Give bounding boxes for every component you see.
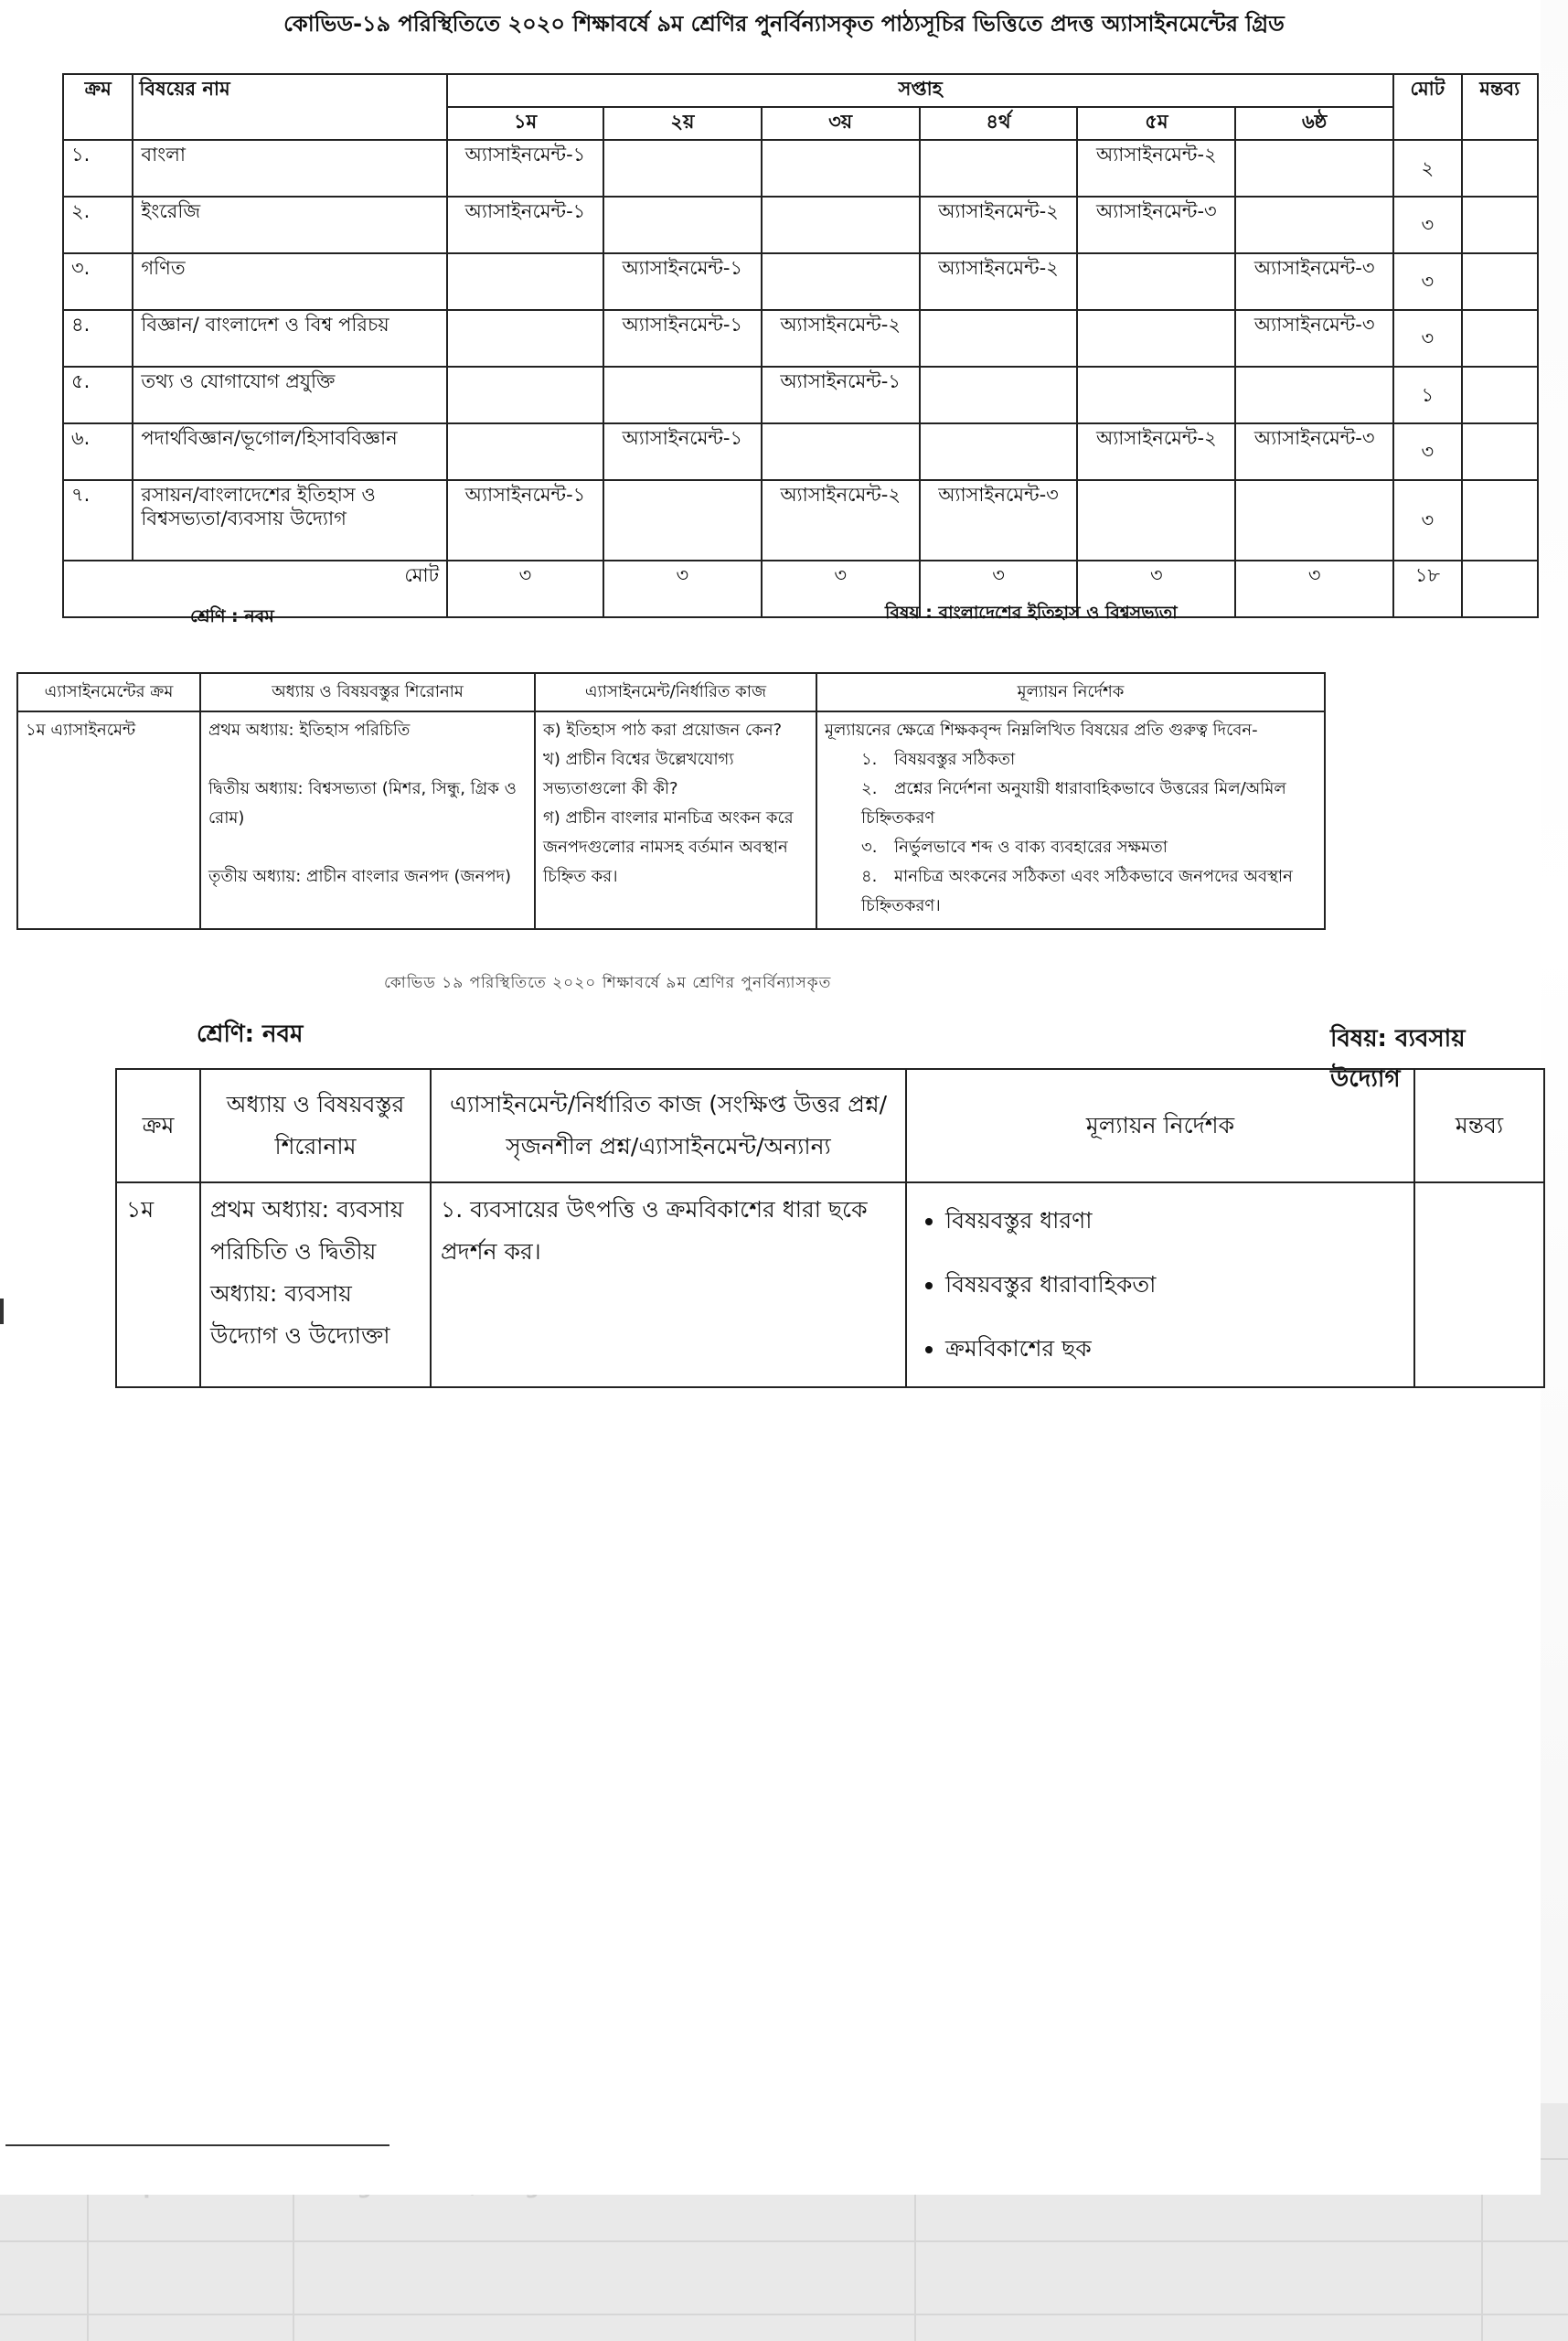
criteria-item: ৪. মানচিত্র অংকনের সঠিকতা এবং সঠিকভাবে জনপদের অবস্থান চিহ্নিতকরণ। <box>861 867 1293 915</box>
week-cell <box>920 367 1078 423</box>
footer-total: ১৮ <box>1393 561 1461 617</box>
week-cell <box>603 367 762 423</box>
footer-value: ৩ <box>762 561 920 617</box>
week-cell <box>447 253 603 310</box>
business-assignment-table <box>115 1068 1545 1388</box>
week-cell <box>762 423 920 480</box>
week-cell: অ্যাসাইনমেন্ট-৩ <box>1235 310 1393 367</box>
biz-header-task: এ্যাসাইনমেন্ট/নির্ধারিত কাজ (সংক্ষিপ্ত উত্তর প্রশ্ন/সৃজনশীল প্রশ্ন/এ্যাসাইনমেন্ট/অন্যান্য <box>431 1069 906 1182</box>
week-cell <box>447 367 603 423</box>
header-serial: ক্রম <box>63 74 133 140</box>
week-cell <box>762 140 920 197</box>
task-3: গ) প্রাচীন বাংলার মানচিত্র অংকন করে জনপদগুলোর নামসহ বর্তমান অবস্থান চিহ্নিত কর। <box>543 808 794 886</box>
row-total: ৩ <box>1393 197 1461 253</box>
table-row <box>63 140 1538 197</box>
history-class-label: শ্রেণি : নবম <box>190 606 274 626</box>
table-row <box>63 253 1538 310</box>
hist-header-chapter: অধ্যায় ও বিষয়বস্তুর শিরোনাম <box>200 673 535 711</box>
row-subject: বিজ্ঞান/ বাংলাদেশ ও বিশ্ব পরিচয় <box>133 310 447 367</box>
biz-header-serial: ক্রম <box>116 1069 200 1182</box>
history-assignment-table <box>16 672 1326 930</box>
table-row <box>63 197 1538 253</box>
hist-serial: ১ম এ্যাসাইনমেন্ট <box>17 711 200 929</box>
row-subject: বাংলা <box>133 140 447 197</box>
biz-criteria <box>906 1182 1414 1387</box>
header-total: মোট <box>1393 74 1461 140</box>
biz-task: ১. ব্যবসায়ের উৎপত্তি ও ক্রমবিকাশের ধারা ছকে প্রদর্শন কর। <box>431 1182 906 1387</box>
hist-header-task: এ্যাসাইনমেন্ট/নির্ধারিত কাজ <box>535 673 816 711</box>
biz-header-remarks: মন্তব্য <box>1414 1069 1544 1182</box>
row-remarks <box>1462 423 1539 480</box>
table-row <box>63 367 1538 423</box>
hist-header-serial: এ্যাসাইনমেন্টের ক্রম <box>17 673 200 711</box>
table-footer-row <box>63 561 1538 617</box>
chapter-3: তৃতীয় অধ্যায়: প্রাচীন বাংলার জনপদ (জনপদ) <box>208 867 512 886</box>
criteria-item: • বিষয়বস্তুর ধারাবাহিকতা <box>945 1253 1404 1317</box>
footer-remarks <box>1462 561 1539 617</box>
hist-chapters <box>200 711 535 929</box>
week-cell: অ্যাসাইনমেন্ট-১ <box>447 140 603 197</box>
history-subject-label: বিষয় : বাংলাদেশের ইতিহাস ও বিশ্বসভ্যতা <box>885 603 1178 623</box>
table-row <box>116 1182 1544 1387</box>
row-subject: তথ্য ও যোগাযোগ প্রযুক্তি <box>133 367 447 423</box>
week-cell <box>1235 197 1393 253</box>
week-cell <box>603 480 762 561</box>
week-cell: অ্যাসাইনমেন্ট-৩ <box>1235 423 1393 480</box>
week-cell: অ্যাসাইনমেন্ট-১ <box>762 367 920 423</box>
table-row <box>63 310 1538 367</box>
criteria-item: ২. প্রশ্নের নির্দেশনা অনুযায়ী ধারাবাহিকভাবে উত্তরের মিল/অমিল চিহ্নিতকরণ <box>861 779 1286 828</box>
week-cell <box>1077 253 1235 310</box>
row-remarks <box>1462 140 1539 197</box>
week-cell: অ্যাসাইনমেন্ট-১ <box>447 480 603 561</box>
row-remarks <box>1462 367 1539 423</box>
criteria-item: • বিষয়বস্তুর ধারণা <box>945 1189 1404 1253</box>
week-cell: অ্যাসাইনমেন্ট-২ <box>1077 140 1235 197</box>
criteria-item: ৩. নির্ভুলভাবে শব্দ ও বাক্য ব্যবহারের সক্ষমতা <box>861 838 1168 857</box>
row-subject: রসায়ন/বাংলাদেশের ইতিহাস ও বিশ্বসভ্যতা/ব্যবসায় উদ্যোগ <box>133 480 447 561</box>
week-cell <box>1077 480 1235 561</box>
row-serial: ৬. <box>63 423 133 480</box>
row-remarks <box>1462 253 1539 310</box>
row-serial: ৫. <box>63 367 133 423</box>
row-remarks <box>1462 310 1539 367</box>
business-class-label: শ্রেণি: নবম <box>197 1021 304 1048</box>
row-subject: গণিত <box>133 253 447 310</box>
row-serial: ৪. <box>63 310 133 367</box>
page-title: কোভিড-১৯ পরিস্থিতিতে ২০২০ শিক্ষাবর্ষে ৯ম শ্রেণির পুনর্বিন্যাসকৃত পাঠ্যসূচির ভিত্তিতে প্রদত্ত অ্যাসাইনমেন্টের গ্রিড <box>283 11 1285 37</box>
week-cell: অ্যাসাইনমেন্ট-৩ <box>920 480 1078 561</box>
header-remarks: মন্তব্য <box>1462 74 1539 140</box>
task-2: খ) প্রাচীন বিশ্বের উল্লেখযোগ্য সভ্যতাগুলো কী কী? <box>543 750 734 798</box>
table-row <box>63 423 1538 480</box>
row-total: ১ <box>1393 367 1461 423</box>
table-row <box>17 711 1325 929</box>
week-cell <box>447 310 603 367</box>
row-serial: ৭. <box>63 480 133 561</box>
hist-tasks <box>535 711 816 929</box>
header-week-6: ৬ষ্ঠ <box>1235 107 1393 140</box>
biz-remarks <box>1414 1182 1544 1387</box>
hist-criteria <box>816 711 1325 929</box>
footer-value: ৩ <box>1077 561 1235 617</box>
row-serial: ১. <box>63 140 133 197</box>
week-cell: অ্যাসাইনমেন্ট-২ <box>920 253 1078 310</box>
biz-chapter: প্রথম অধ্যায়: ব্যবসায় পরিচিতি ও দ্বিতীয় অধ্যায়: ব্যবসায় উদ্যোগ ও উদ্যোক্তা <box>200 1182 431 1387</box>
row-total: ৩ <box>1393 253 1461 310</box>
header-week: সপ্তাহ <box>447 74 1393 107</box>
week-cell: অ্যাসাইনমেন্ট-৩ <box>1235 253 1393 310</box>
week-cell: অ্যাসাইনমেন্ট-৩ <box>1077 197 1235 253</box>
chapter-1: প্রথম অধ্যায়: ইতিহাস পরিচিতি <box>208 721 411 740</box>
header-week-3: ৩য় <box>762 107 920 140</box>
week-cell <box>920 310 1078 367</box>
header-week-1: ১ম <box>447 107 603 140</box>
week-cell <box>920 140 1078 197</box>
footer-value: ৩ <box>603 561 762 617</box>
biz-serial: ১ম <box>116 1182 200 1387</box>
row-subject: পদার্থবিজ্ঞান/ভূগোল/হিসাববিজ্ঞান <box>133 423 447 480</box>
row-total: ৩ <box>1393 310 1461 367</box>
week-cell: অ্যাসাইনমেন্ট-২ <box>920 197 1078 253</box>
week-cell <box>762 197 920 253</box>
week-cell: অ্যাসাইনমেন্ট-১ <box>603 310 762 367</box>
hist-header-criteria: মূল্যায়ন নির্দেশক <box>816 673 1325 711</box>
week-cell <box>1077 310 1235 367</box>
business-subject-label: বিষয়: ব্যবসায় উদ্যোগ <box>1330 1025 1466 1093</box>
header-week-5: ৫ম <box>1077 107 1235 140</box>
week-cell: অ্যাসাইনমেন্ট-১ <box>603 253 762 310</box>
header-week-2: ২য় <box>603 107 762 140</box>
week-cell <box>1235 367 1393 423</box>
scan-edge-mark <box>0 1299 4 1324</box>
task-1: ক) ইতিহাস পাঠ করা প্রয়োজন কেন? <box>543 721 783 740</box>
week-cell <box>1077 367 1235 423</box>
row-serial: ৩. <box>63 253 133 310</box>
table-row <box>63 480 1538 561</box>
scan-edge-mark <box>5 2144 389 2146</box>
footer-value: ৩ <box>920 561 1078 617</box>
week-cell <box>920 423 1078 480</box>
row-total: ২ <box>1393 140 1461 197</box>
week-cell <box>447 423 603 480</box>
header-week-4: ৪র্থ <box>920 107 1078 140</box>
row-subject: ইংরেজি <box>133 197 447 253</box>
row-serial: ২. <box>63 197 133 253</box>
week-cell <box>762 253 920 310</box>
week-cell: অ্যাসাইনমেন্ট-২ <box>762 480 920 561</box>
week-cell <box>1235 140 1393 197</box>
footer-value: ৩ <box>1235 561 1393 617</box>
week-cell: অ্যাসাইনমেন্ট-২ <box>1077 423 1235 480</box>
criteria-item: ১. বিষয়বস্তুর সঠিকতা <box>861 750 1016 769</box>
bleed-through-text: কোভিড ১৯ পরিস্থিতিতে ২০২০ শিক্ষাবর্ষে ৯ম শ্রেণির পুনর্বিন্যাসকৃত <box>384 974 832 992</box>
week-cell <box>603 140 762 197</box>
week-cell: অ্যাসাইনমেন্ট-১ <box>447 197 603 253</box>
week-cell: অ্যাসাইনমেন্ট-২ <box>762 310 920 367</box>
assignment-grid-table <box>62 73 1539 618</box>
biz-header-criteria: মূল্যায়ন নির্দেশক <box>906 1069 1414 1182</box>
header-subject: বিষয়ের নাম <box>133 74 447 140</box>
footer-value: ৩ <box>447 561 603 617</box>
chapter-2: দ্বিতীয় অধ্যায়: বিশ্বসভ্যতা (মিশর, সিন্ধু, গ্রিক ও রোম) <box>208 779 517 828</box>
biz-header-chapter: অধ্যায় ও বিষয়বস্তুর শিরোনাম <box>200 1069 431 1182</box>
week-cell: অ্যাসাইনমেন্ট-১ <box>603 423 762 480</box>
criteria-intro: মূল্যায়নের ক্ষেত্রে শিক্ষকবৃন্দ নিম্নলিখিত বিষয়ের প্রতি গুরুত্ব দিবেন- <box>825 721 1258 740</box>
row-total: ৩ <box>1393 480 1461 561</box>
week-cell <box>1235 480 1393 561</box>
footer-label: মোট <box>63 561 447 617</box>
criteria-item: • ক্রমবিকাশের ছক <box>945 1317 1404 1381</box>
row-remarks <box>1462 480 1539 561</box>
row-remarks <box>1462 197 1539 253</box>
row-total: ৩ <box>1393 423 1461 480</box>
week-cell <box>603 197 762 253</box>
